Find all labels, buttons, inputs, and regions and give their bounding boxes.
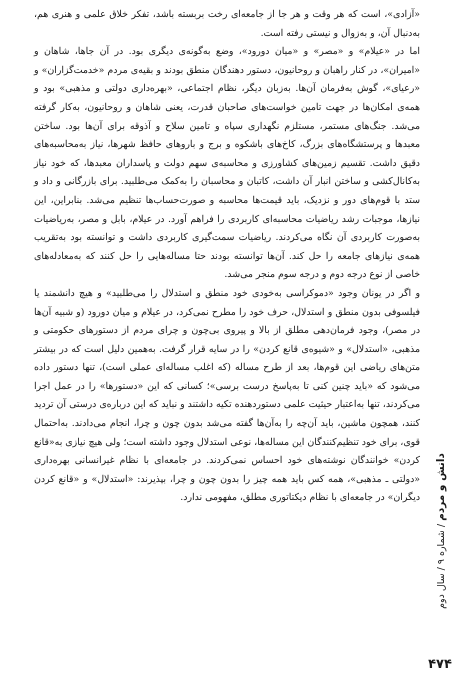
page-number: ۴۷۴ xyxy=(428,657,452,672)
paragraph-3: و اگر در یونان وجود «دموکراسی به‌خودی خود منطق و استدلال را می‌طلبید» و هیچ دانشمند یا فیلسوفی بدون منطق و استدلال، حرف خود را مطرح نمی‌کرد، در عیلام و میان دورود (و شبیه آن‌ها در مصر)، وجود فرمان‌دهی مطلق از بالا و پیروی بی‌چون و چرای مردم از دستورهای حکومتی و مذهبی، «استدلال» و «شیوه‌ی قانع کردن» را در سایه قرار گرفت. به‌همین دلیل است که در بیشتر متن‌های ریاضی این قوم‌ها، بعد از طرح مساله (که اغلب مساله‌ای عملی است)، تنها دستور داده می‌شود که «باید چنین کنی تا به‌پاسخ درست برسی»؛ کسانی که این «دستورها» را در عمل اجرا می‌کردند، تنها به‌اعتبار حیثیت علمی دستوردهنده تکیه داشتند و نباید که این درباره‌ی درستی آن تردید کنند، همچون ماشین، باید آن‌چه را به‌آن‌ها گفته می‌شد بدون چون و چرا، انجام می‌دادند. به‌احتمال قوی، برای خود تنظیم‌کنندگان این مساله‌ها، نوعی استدلال وجود داشته است؛ ولی هیچ نیازی به‌«قانع کردن» خوانندگان نوشته‌های خود احساس نمی‌کردند. در جامعه‌ای با نظام غیرانسانی بهره‌داری «دولتی ـ مذهبی»، همه کس باید همه چیز را بدون چون و چرا، بپذیرند: «استدلال» و «قانع کردن دیگران» در جامعه‌ای با نظام دیکتاتوری مطلق، مفهومی ندارد. xyxy=(34,287,420,504)
running-header xyxy=(430,388,452,673)
journal-title: دانش و مردم xyxy=(435,452,447,521)
running-header-text xyxy=(435,453,447,609)
paragraph-1: «آزادی»، است که هر وقت و هر جا از جامعه‌ای رخت بربسته باشد، تفکر خلاق علمی و هنری هم، به‌دنبال آن، و به‌زوال و نیستی رفته است. xyxy=(34,9,420,39)
paragraph-2: اما در «عیلام» و «مصر» و «میان دورود»، وضع به‌گونه‌ی دیگری بود. در آن جاها، شاهان و «امیران»، در کنار راهبان و روحانیون، دستور دهندگان منطق بودند و بقیه‌ی مردم «خدمت‌گزاران» و «رعیای»، گوش به‌فرمان آن‌ها. به‌زبان دیگر، نظام اجتماعی، «بهره‌داری دولتی و مذهبی» بود و همه‌ی امکان‌ها در جهت تامین خواست‌های صاحبان قدرت، یعنی شاهان و روحانیون، به‌کار گرفته می‌شد. جنگ‌های مستمر، مستلزم نگهداری سپاه و تامین سلاح و آذوقه برای آن‌ها بود. ساختن معبدها و پرستشگاه‌های بزرگ، کاخ‌های باشکوه و برج و باروهای حافظ شهرها، نیاز به‌محاسبه‌های دقیق داشت. تقسیم زمین‌های کشاورزی و محاسبه‌ی سهم دولت و پاسداران معبدها، که خود نیاز به‌کانال‌کشی و ساختن انبار آن داشت، کاتبان و محاسبان را به‌کمک می‌طلبید. برای بازرگانی و داد و ستد با قوم‌های دور و نزدیک، باید قیمت‌ها محاسبه و صورت‌حساب‌ها تنظیم می‌شد. بنابراین، این نیازها، موجبات رشد ریاضیات محاسبه‌ای کاربردی را فراهم آورد. در عیلام، بابل و مصر، به‌ریاضیات به‌صورت کاربردی آن نگاه می‌کردند. ریاضیات سمت‌گیری کاربردی داشت و توانسته بود به‌تقریب همه‌ی نیازهای جامعه را حل کند. آن‌ها توانسته بودند حتا مساله‌هایی را حل کنند که به‌معادله‌های خاصی از نوع درجه دوم و درجه سوم منجر می‌شد. xyxy=(34,46,420,281)
issue-info: / شماره ۹ / سال دوم xyxy=(436,520,447,609)
body-text xyxy=(34,6,420,508)
